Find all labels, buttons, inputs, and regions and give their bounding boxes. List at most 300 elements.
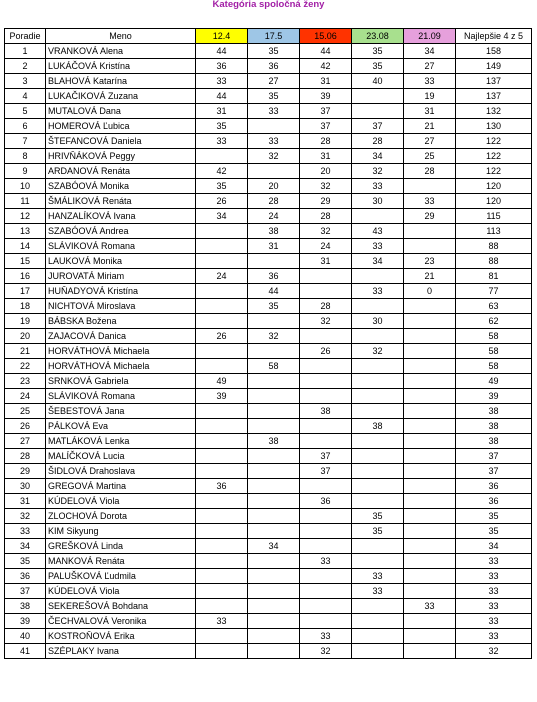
round-2-cell (248, 569, 300, 584)
rank-cell: 1 (5, 44, 46, 59)
rank-cell: 37 (5, 584, 46, 599)
round-1-cell (196, 149, 248, 164)
rank-cell: 32 (5, 509, 46, 524)
round-5-cell (404, 314, 456, 329)
rank-cell: 21 (5, 344, 46, 359)
round-4-cell (352, 434, 404, 449)
best-cell: 32 (456, 644, 532, 659)
round-3-cell: 33 (300, 629, 352, 644)
name-cell: MUTALOVÁ Dana (46, 104, 196, 119)
rank-cell: 30 (5, 479, 46, 494)
round-2-cell: 27 (248, 74, 300, 89)
name-cell: GREŠKOVÁ Linda (46, 539, 196, 554)
table-row (5, 449, 532, 464)
round-1-cell: 42 (196, 164, 248, 179)
round-2-cell (248, 629, 300, 644)
rank-cell: 10 (5, 179, 46, 194)
round-3-cell: 33 (300, 554, 352, 569)
round-5-cell: 33 (404, 599, 456, 614)
round-2-cell: 35 (248, 44, 300, 59)
name-cell: KIM Sikyung (46, 524, 196, 539)
round-4-cell (352, 89, 404, 104)
rank-cell: 24 (5, 389, 46, 404)
round-5-cell: 31 (404, 104, 456, 119)
table-row (5, 299, 532, 314)
round-3-cell: 31 (300, 149, 352, 164)
table-row (5, 464, 532, 479)
round-4-cell: 34 (352, 149, 404, 164)
round-2-cell (248, 449, 300, 464)
best-cell: 158 (456, 44, 532, 59)
best-cell: 63 (456, 299, 532, 314)
round-4-cell (352, 449, 404, 464)
best-cell: 36 (456, 479, 532, 494)
round-4-cell: 35 (352, 59, 404, 74)
round-1-cell (196, 239, 248, 254)
name-cell: SZÉPLAKY Ivana (46, 644, 196, 659)
rank-cell: 15 (5, 254, 46, 269)
table-row (5, 194, 532, 209)
round-4-cell: 38 (352, 419, 404, 434)
name-cell: PALUŠKOVÁ Ľudmila (46, 569, 196, 584)
table-row (5, 479, 532, 494)
rank-cell: 25 (5, 404, 46, 419)
round-4-cell (352, 389, 404, 404)
round-2-cell (248, 164, 300, 179)
round-5-cell: 33 (404, 74, 456, 89)
name-cell: KOSTROŇOVÁ Erika (46, 629, 196, 644)
name-cell: VRANKOVÁ Alena (46, 44, 196, 59)
round-5-cell (404, 584, 456, 599)
name-cell: SLÁVIKOVÁ Romana (46, 239, 196, 254)
round-2-cell (248, 644, 300, 659)
round-5-cell (404, 449, 456, 464)
round-5-cell: 34 (404, 44, 456, 59)
best-cell: 35 (456, 509, 532, 524)
round-1-cell (196, 494, 248, 509)
name-cell: SZABÓOVÁ Monika (46, 179, 196, 194)
round-5-cell (404, 479, 456, 494)
best-cell: 113 (456, 224, 532, 239)
round-3-cell (300, 419, 352, 434)
round-4-cell: 33 (352, 179, 404, 194)
name-cell: LUKAČIKOVÁ Zuzana (46, 89, 196, 104)
rank-cell: 12 (5, 209, 46, 224)
rank-cell: 9 (5, 164, 46, 179)
round-4-cell: 33 (352, 569, 404, 584)
table-row (5, 374, 532, 389)
best-cell: 120 (456, 194, 532, 209)
round-5-cell: 29 (404, 209, 456, 224)
round-2-cell (248, 599, 300, 614)
round-1-cell (196, 584, 248, 599)
table-row (5, 419, 532, 434)
round-5-cell: 0 (404, 284, 456, 299)
round-5-cell: 27 (404, 134, 456, 149)
name-cell: MATLÁKOVÁ Lenka (46, 434, 196, 449)
round-3-cell: 38 (300, 404, 352, 419)
name-cell: ŠTEFANCOVÁ Daniela (46, 134, 196, 149)
best-cell: 33 (456, 554, 532, 569)
round-3-cell: 24 (300, 239, 352, 254)
table-row (5, 584, 532, 599)
round-1-cell (196, 419, 248, 434)
round-2-cell (248, 119, 300, 134)
best-cell: 33 (456, 599, 532, 614)
round-3-cell: 32 (300, 179, 352, 194)
round-4-cell (352, 479, 404, 494)
best-cell: 33 (456, 584, 532, 599)
round-4-cell (352, 554, 404, 569)
best-cell: 49 (456, 374, 532, 389)
round-1-cell: 35 (196, 179, 248, 194)
round-4-cell: 32 (352, 164, 404, 179)
round-3-cell: 36 (300, 494, 352, 509)
round-4-cell (352, 644, 404, 659)
name-cell: GREGOVÁ Martina (46, 479, 196, 494)
round-1-cell: 44 (196, 89, 248, 104)
best-cell: 122 (456, 164, 532, 179)
name-cell: ČECHVALOVÁ Veronika (46, 614, 196, 629)
results-table (4, 28, 532, 659)
round-5-cell: 23 (404, 254, 456, 269)
rank-cell: 27 (5, 434, 46, 449)
table-row (5, 359, 532, 374)
table-row (5, 554, 532, 569)
best-cell: 81 (456, 269, 532, 284)
round-1-cell (196, 509, 248, 524)
round-2-cell (248, 389, 300, 404)
round-3-cell (300, 539, 352, 554)
table-row (5, 134, 532, 149)
round-1-cell (196, 299, 248, 314)
header-row (5, 29, 532, 44)
name-cell: MANKOVÁ Renáta (46, 554, 196, 569)
round-2-cell: 20 (248, 179, 300, 194)
best-cell: 115 (456, 209, 532, 224)
rank-cell: 16 (5, 269, 46, 284)
name-cell: SRNKOVÁ Gabriela (46, 374, 196, 389)
round-3-cell (300, 524, 352, 539)
rank-cell: 38 (5, 599, 46, 614)
rank-cell: 40 (5, 629, 46, 644)
round-5-cell (404, 554, 456, 569)
rank-cell: 23 (5, 374, 46, 389)
best-cell: 120 (456, 179, 532, 194)
round-5-cell: 25 (404, 149, 456, 164)
best-cell: 39 (456, 389, 532, 404)
rank-cell: 11 (5, 194, 46, 209)
round-4-cell (352, 374, 404, 389)
round-2-cell (248, 254, 300, 269)
rank-cell: 14 (5, 239, 46, 254)
table-row (5, 599, 532, 614)
best-cell: 35 (456, 524, 532, 539)
round-2-cell: 33 (248, 104, 300, 119)
round-5-cell (404, 299, 456, 314)
name-cell: ARDANOVÁ Renáta (46, 164, 196, 179)
round-1-cell: 26 (196, 329, 248, 344)
table-row (5, 284, 532, 299)
round-4-cell (352, 494, 404, 509)
round-3-cell (300, 359, 352, 374)
round-1-cell (196, 359, 248, 374)
round-4-cell (352, 104, 404, 119)
round-3-cell: 32 (300, 314, 352, 329)
rank-cell: 34 (5, 539, 46, 554)
table-row (5, 344, 532, 359)
round-5-cell (404, 464, 456, 479)
round-3-cell (300, 614, 352, 629)
header-round-3: 15.06 (300, 29, 352, 44)
round-2-cell: 36 (248, 59, 300, 74)
round-1-cell (196, 599, 248, 614)
table-row (5, 164, 532, 179)
round-3-cell: 31 (300, 74, 352, 89)
header-round-2: 17.5 (248, 29, 300, 44)
name-cell: PÁLKOVÁ Eva (46, 419, 196, 434)
rank-cell: 2 (5, 59, 46, 74)
best-cell: 33 (456, 614, 532, 629)
rank-cell: 8 (5, 149, 46, 164)
table-row (5, 224, 532, 239)
round-5-cell: 27 (404, 59, 456, 74)
best-cell: 58 (456, 329, 532, 344)
round-3-cell: 39 (300, 89, 352, 104)
round-3-cell: 37 (300, 449, 352, 464)
best-cell: 130 (456, 119, 532, 134)
round-5-cell (404, 239, 456, 254)
round-5-cell (404, 404, 456, 419)
name-cell: ŠEBESTOVÁ Jana (46, 404, 196, 419)
round-5-cell (404, 374, 456, 389)
best-cell: 38 (456, 434, 532, 449)
name-cell: HANZALÍKOVÁ Ivana (46, 209, 196, 224)
round-4-cell: 30 (352, 314, 404, 329)
round-2-cell: 38 (248, 434, 300, 449)
round-2-cell: 28 (248, 194, 300, 209)
round-3-cell: 37 (300, 104, 352, 119)
round-4-cell (352, 209, 404, 224)
round-1-cell: 34 (196, 209, 248, 224)
round-3-cell: 31 (300, 254, 352, 269)
round-5-cell (404, 524, 456, 539)
name-cell: MALÍČKOVÁ Lucia (46, 449, 196, 464)
round-5-cell (404, 629, 456, 644)
table-row (5, 629, 532, 644)
round-4-cell: 35 (352, 524, 404, 539)
round-5-cell (404, 509, 456, 524)
round-5-cell: 28 (404, 164, 456, 179)
rank-cell: 26 (5, 419, 46, 434)
round-1-cell (196, 284, 248, 299)
table-row (5, 254, 532, 269)
table-row (5, 434, 532, 449)
name-cell: ZLOCHOVÁ Dorota (46, 509, 196, 524)
round-4-cell: 30 (352, 194, 404, 209)
best-cell: 62 (456, 314, 532, 329)
best-cell: 33 (456, 629, 532, 644)
round-1-cell (196, 629, 248, 644)
table-row (5, 149, 532, 164)
round-3-cell (300, 329, 352, 344)
round-4-cell: 33 (352, 284, 404, 299)
round-4-cell: 28 (352, 134, 404, 149)
round-5-cell (404, 329, 456, 344)
round-2-cell (248, 479, 300, 494)
header-best: Najlepšie 4 z 5 (456, 29, 532, 44)
round-4-cell (352, 299, 404, 314)
round-3-cell (300, 284, 352, 299)
name-cell: SZABÓOVÁ Andrea (46, 224, 196, 239)
header-name: Meno (46, 29, 196, 44)
rank-cell: 18 (5, 299, 46, 314)
round-5-cell (404, 494, 456, 509)
round-1-cell: 39 (196, 389, 248, 404)
round-4-cell (352, 329, 404, 344)
round-2-cell: 34 (248, 539, 300, 554)
round-3-cell: 28 (300, 134, 352, 149)
rank-cell: 29 (5, 464, 46, 479)
table-row (5, 104, 532, 119)
round-2-cell: 32 (248, 329, 300, 344)
round-3-cell: 37 (300, 464, 352, 479)
rank-cell: 13 (5, 224, 46, 239)
round-3-cell (300, 434, 352, 449)
best-cell: 33 (456, 569, 532, 584)
name-cell: HORVÁTHOVÁ Michaela (46, 344, 196, 359)
table-row (5, 119, 532, 134)
table-row (5, 404, 532, 419)
round-1-cell (196, 554, 248, 569)
table-row (5, 389, 532, 404)
rank-cell: 20 (5, 329, 46, 344)
round-4-cell: 43 (352, 224, 404, 239)
round-2-cell: 32 (248, 149, 300, 164)
table-row (5, 209, 532, 224)
table-row (5, 89, 532, 104)
table-row (5, 269, 532, 284)
rank-cell: 17 (5, 284, 46, 299)
round-1-cell: 35 (196, 119, 248, 134)
name-cell: SEKEREŠOVÁ Bohdana (46, 599, 196, 614)
round-2-cell: 35 (248, 299, 300, 314)
header-round-1: 12.4 (196, 29, 248, 44)
round-2-cell: 38 (248, 224, 300, 239)
round-4-cell (352, 464, 404, 479)
round-1-cell: 44 (196, 44, 248, 59)
round-4-cell: 32 (352, 344, 404, 359)
rank-cell: 28 (5, 449, 46, 464)
best-cell: 137 (456, 74, 532, 89)
name-cell: KÚDELOVÁ Viola (46, 584, 196, 599)
round-4-cell: 33 (352, 239, 404, 254)
round-1-cell (196, 254, 248, 269)
best-cell: 88 (456, 254, 532, 269)
table-row (5, 494, 532, 509)
name-cell: KÚDELOVÁ Viola (46, 494, 196, 509)
round-5-cell (404, 389, 456, 404)
round-2-cell: 36 (248, 269, 300, 284)
table-row (5, 59, 532, 74)
name-cell: LUKÁČOVÁ Kristína (46, 59, 196, 74)
round-4-cell (352, 359, 404, 374)
round-5-cell (404, 539, 456, 554)
round-4-cell: 35 (352, 509, 404, 524)
round-2-cell: 35 (248, 89, 300, 104)
round-3-cell: 29 (300, 194, 352, 209)
best-cell: 88 (456, 239, 532, 254)
best-cell: 122 (456, 134, 532, 149)
table-row (5, 314, 532, 329)
round-3-cell (300, 269, 352, 284)
name-cell: HUŇADYOVÁ Kristína (46, 284, 196, 299)
round-3-cell: 42 (300, 59, 352, 74)
round-5-cell: 33 (404, 194, 456, 209)
name-cell: NICHTOVÁ Miroslava (46, 299, 196, 314)
round-2-cell (248, 614, 300, 629)
round-5-cell: 21 (404, 119, 456, 134)
round-4-cell (352, 404, 404, 419)
table-row (5, 569, 532, 584)
best-cell: 38 (456, 419, 532, 434)
page-title: Kategória spoločná ženy (212, 0, 325, 10)
round-4-cell (352, 599, 404, 614)
round-5-cell: 19 (404, 89, 456, 104)
round-1-cell: 49 (196, 374, 248, 389)
best-cell: 122 (456, 149, 532, 164)
round-3-cell (300, 479, 352, 494)
table-row (5, 509, 532, 524)
round-5-cell (404, 434, 456, 449)
round-5-cell (404, 344, 456, 359)
name-cell: BLAHOVÁ Katarína (46, 74, 196, 89)
round-5-cell (404, 419, 456, 434)
table-row (5, 644, 532, 659)
round-1-cell (196, 434, 248, 449)
rank-cell: 5 (5, 104, 46, 119)
round-3-cell: 28 (300, 209, 352, 224)
round-2-cell: 44 (248, 284, 300, 299)
round-4-cell (352, 269, 404, 284)
round-1-cell: 33 (196, 74, 248, 89)
round-2-cell (248, 524, 300, 539)
table-body (5, 44, 532, 659)
round-3-cell (300, 374, 352, 389)
table-row (5, 524, 532, 539)
round-1-cell: 26 (196, 194, 248, 209)
round-3-cell: 26 (300, 344, 352, 359)
round-3-cell: 32 (300, 224, 352, 239)
rank-cell: 22 (5, 359, 46, 374)
round-2-cell: 58 (248, 359, 300, 374)
table-row (5, 74, 532, 89)
best-cell: 149 (456, 59, 532, 74)
name-cell: BÁBSKA Božena (46, 314, 196, 329)
round-4-cell (352, 614, 404, 629)
round-5-cell (404, 569, 456, 584)
best-cell: 37 (456, 449, 532, 464)
round-4-cell: 33 (352, 584, 404, 599)
round-2-cell: 31 (248, 239, 300, 254)
name-cell: HRIVŇÁKOVÁ Peggy (46, 149, 196, 164)
name-cell: ŠMÁLIKOVÁ Renáta (46, 194, 196, 209)
round-1-cell: 33 (196, 134, 248, 149)
round-4-cell: 34 (352, 254, 404, 269)
round-2-cell (248, 314, 300, 329)
header-round-5: 21.09 (404, 29, 456, 44)
round-4-cell (352, 539, 404, 554)
